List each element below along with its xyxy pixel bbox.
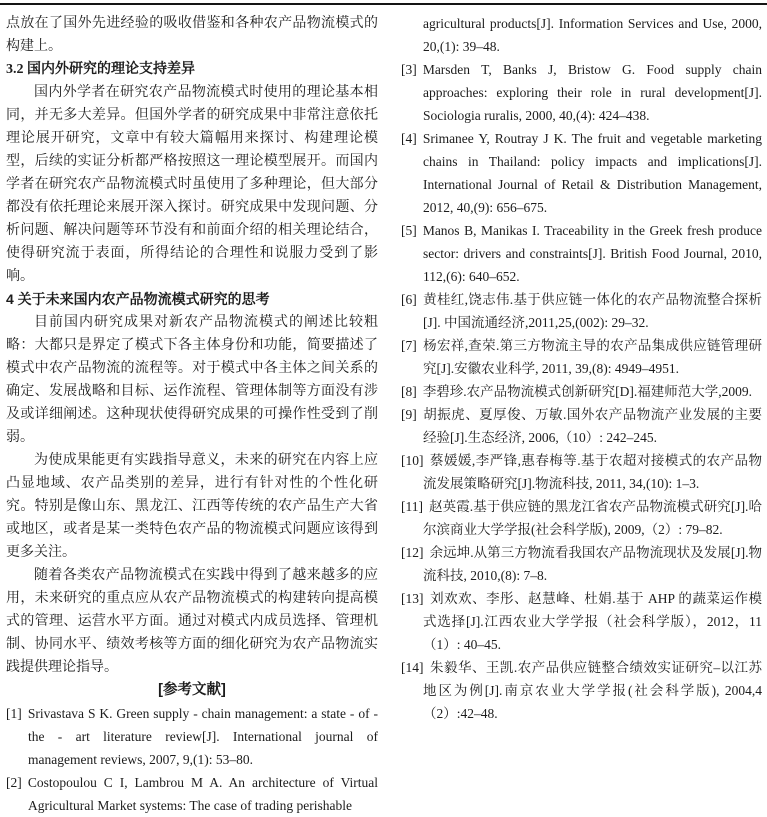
- reference-item-11: [401, 495, 762, 541]
- reference-item-14: [401, 656, 762, 725]
- reference-text: 杨宏祥,查荣.第三方物流主导的农产品集成供应链管理研究[J].安徽农业科学, 2011, 39,(8): 4949–4951.: [422, 338, 762, 376]
- reference-text: 刘欢欢、李彤、赵慧峰、杜娟.基于 AHP 的蔬菜运作模式选择[J].江西农业大学学报（社会科学版），2012，11（1）: 40–45.: [423, 591, 762, 652]
- left-column: [6, 12, 378, 817]
- reference-text: 余远坤.从第三方物流看我国农产品物流现状及发展[J].物流科技, 2010,(8): 7–8.: [423, 545, 762, 583]
- reference-label: [13]: [401, 591, 424, 606]
- reference-label: [11]: [401, 499, 423, 514]
- reference-item-9: [401, 403, 762, 449]
- reference-label: [5]: [401, 223, 417, 238]
- reference-text: 胡振虎、夏厚俊、万敏.国外农产品物流产业发展的主要经验[J].生态经济, 2006,（10）: 242–245.: [422, 407, 762, 445]
- reference-item-4: [401, 127, 762, 219]
- reference-text: Marsden T, Banks J, Bristow G. Food supply chain approaches: exploring their role in rural development[J]. Sociologia ruralis, 2000, 40,(4): 424–438.: [422, 62, 762, 123]
- reference-text: 蔡媛媛,李严锋,惠春梅等.基于农超对接模式的农产品物流发展策略研究[J].物流科技, 2011, 34,(10): 1–3.: [423, 453, 762, 491]
- paragraph-section-4-b: 为使成果能更有实践指导意义，未来的研究在内容上应凸显地域、农产品类别的差异，进行有针对性的个性化研究。特别是像山东、黑龙江、江西等传统的农产品生产大省或地区，或者是某一类特色农产品的物流模式问题应该得到更多关注。: [6, 453, 378, 560]
- paragraph-continuation: 点放在了国外先进经验的吸收借鉴和各种农产品物流模式的构建上。: [6, 16, 378, 54]
- section-heading-3-2: 3.2 国内外研究的理论支持差异: [6, 62, 195, 77]
- section-heading-4: 4 关于未来国内农产品物流模式研究的思考: [6, 291, 270, 307]
- reference-text: 李碧珍.农产品物流模式创新研究[D].福建师范大学,2009.: [422, 384, 753, 399]
- reference-item-12: [401, 541, 762, 587]
- right-column: [401, 12, 762, 817]
- reference-item-7: [401, 334, 762, 380]
- paper-page-body: [6, 12, 762, 817]
- reference-label: [3]: [401, 62, 417, 77]
- reference-text: Costopoulou C I, Lambrou M A. An architecture of Virtual Agricultural Market systems: The case of trading perishable: [27, 775, 378, 813]
- reference-label: [1]: [6, 706, 22, 721]
- reference-item-2: [6, 771, 378, 817]
- reference-item-1: [6, 702, 378, 771]
- reference-label: [9]: [401, 407, 417, 422]
- reference-label: [10]: [401, 453, 424, 468]
- reference-item-8: [401, 380, 762, 403]
- reference-label: [14]: [401, 660, 424, 675]
- reference-item-3: [401, 58, 762, 127]
- reference-text: Srivastava S K. Green supply - chain management: a state - of - the - art literature review[J]. International journal of management reviews, 2007, 9,(1): 53–80.: [27, 706, 378, 767]
- reference-item-5: [401, 219, 762, 288]
- reference-label: [2]: [6, 775, 22, 790]
- reference-text: 朱毅华、王凯.农产品供应链整合绩效实证研究–以江苏地区为例[J].南京农业大学学报(社会科学版), 2004,4（2）:42–48.: [423, 660, 762, 721]
- reference-text: 黄桂红,饶志伟.基于供应链一体化的农产品物流整合探析[J]. 中国流通经济,2011,25,(002): 29–32.: [422, 292, 762, 330]
- paragraph-section-4-c: 随着各类农产品物流模式在实践中得到了越来越多的应用，未来研究的重点应从农产品物流模式的构建转向提高模式的管理、运营水平方面。通过对模式内成员选择、管理机制、协同水平、绩效考核等方面的细化研究为农产品物流实践提供理论指导。: [6, 568, 378, 675]
- reference-text: Manos B, Manikas I. Traceability in the Greek fresh produce sector: drivers and constraints[J]. British Food Journal, 2010, 112,(6): 640–652.: [422, 223, 762, 284]
- reference-item-6: [401, 288, 762, 334]
- reference-label: [8]: [401, 384, 417, 399]
- reference-label: [6]: [401, 292, 417, 307]
- reference-2-continuation: agricultural products[J]. Information Services and Use, 2000, 20,(1): 39–48.: [423, 16, 762, 54]
- reference-label: [12]: [401, 545, 424, 560]
- reference-item-10: [401, 449, 762, 495]
- reference-label: [7]: [401, 338, 417, 353]
- references-heading: [参考文献]: [158, 682, 226, 698]
- paragraph-section-4-a: 目前国内研究成果对新农产品物流模式的阐述比较粗略：大都只是界定了模式下各主体身份和功能，简要描述了模式中农产品物流的流程等。对于模式中各主体之间关系的确定、发展战略和目标、运作流程、管理体制等方面没有涉及或详细阐述。这种现状使得研究成果的可操作性受到了削弱。: [6, 315, 378, 445]
- paragraph-section-3-2: 国内外学者在研究农产品物流模式时使用的理论基本相同，并无多大差异。但国外学者的研究成果中非常注意依托理论展开研究，文章中有较大篇幅用来探讨、构建理论模型，后续的实证分析都严格按照这一理论模型展开。而国内学者在研究农产品物流模式时虽使用了多种理论，但大部分都没有依托理论来展开深入探讨。研究成果中发现问题、分析问题、解决问题等环节没有和前面介绍的相关理论结合，使得研究流于表面，所得结论的合理性和说服力受到了影响。: [6, 85, 378, 284]
- reference-text: 赵英霞.基于供应链的黑龙江省农产品物流模式研究[J].哈尔滨商业大学学报(社会科学版), 2009,（2）: 79–82.: [423, 499, 762, 537]
- reference-item-13: [401, 587, 762, 656]
- reference-text: Srimanee Y, Routray J K. The fruit and vegetable marketing chains in Thailand: policy impacts and implications[J]. International Journal of Retail & Distribution Management, 2012, 40,(9): 656–675.: [422, 131, 762, 215]
- reference-label: [4]: [401, 131, 417, 146]
- page-header-rule: [0, 3, 767, 5]
